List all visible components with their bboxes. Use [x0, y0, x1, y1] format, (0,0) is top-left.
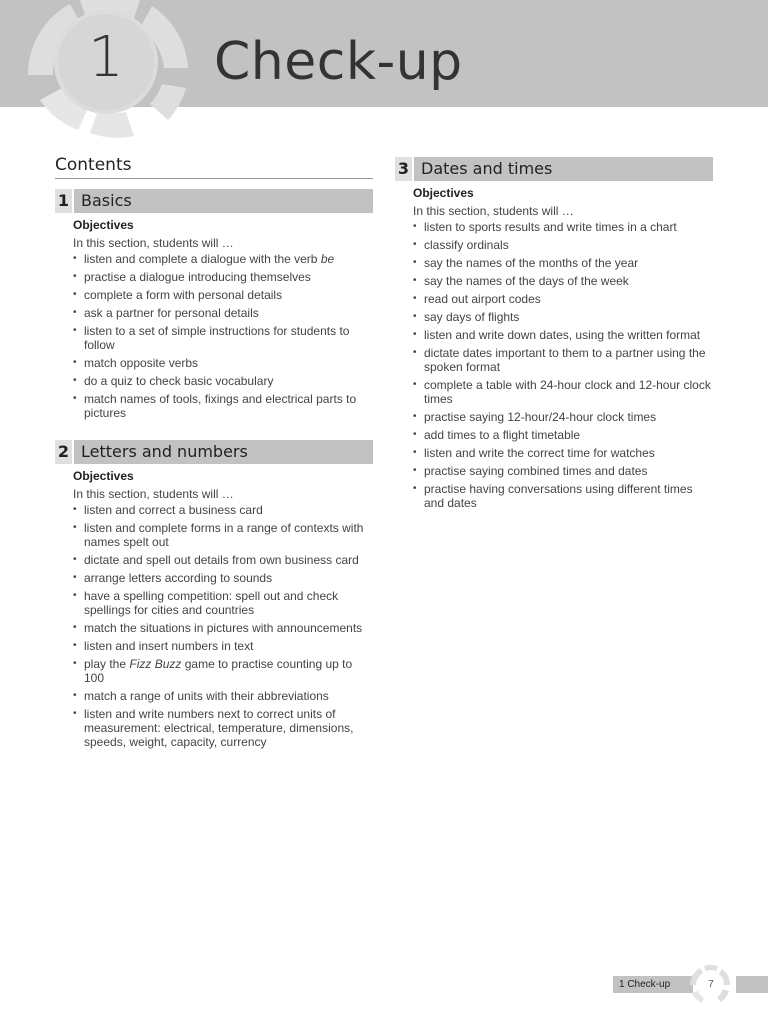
objectives-intro: In this section, students will …	[73, 236, 234, 250]
chapter-title: Check-up	[214, 32, 463, 92]
section-header	[55, 440, 373, 464]
list-item: • match the situations in pictures with announcements	[73, 621, 373, 635]
list-item: • read out airport codes	[413, 292, 713, 306]
list-item: • ask a partner for personal details	[73, 306, 373, 320]
objectives-list	[73, 503, 373, 749]
list-item: • have a spelling competition: spell out and check spellings for cities and countries	[73, 589, 373, 617]
section-header	[395, 157, 713, 181]
list-item: • practise a dialogue introducing themselves	[73, 270, 373, 284]
section-number: 3	[395, 157, 412, 181]
objectives-label: Objectives	[73, 469, 134, 483]
list-item: • practise saying combined times and dates	[413, 464, 713, 478]
list-item: • dictate dates important to them to a partner using the spoken format	[413, 346, 713, 374]
list-item: • listen and correct a business card	[73, 503, 373, 517]
list-item: • listen to sports results and write times in a chart	[413, 220, 713, 234]
contents-heading: Contents	[55, 155, 132, 175]
section-dates-and-times	[395, 157, 713, 514]
list-item: • listen and complete forms in a range of contexts with names spelt out	[73, 521, 373, 549]
list-item: • listen and insert numbers in text	[73, 639, 373, 653]
list-item: • match names of tools, fixings and electrical parts to pictures	[73, 392, 373, 420]
list-item: • match opposite verbs	[73, 356, 373, 370]
objectives-intro: In this section, students will …	[73, 487, 234, 501]
contents-divider	[55, 178, 373, 179]
section-number: 1	[55, 189, 72, 213]
objectives-intro: In this section, students will …	[413, 204, 574, 218]
objectives-label: Objectives	[73, 218, 134, 232]
list-item: • practise saying 12-hour/24-hour clock times	[413, 410, 713, 424]
page-number: 7	[708, 979, 714, 990]
list-item: • arrange letters according to sounds	[73, 571, 373, 585]
objectives-list	[413, 220, 713, 510]
section-title: Letters and numbers	[74, 440, 373, 464]
list-item: • practise having conversations using different times and dates	[413, 482, 713, 510]
footer-bar	[736, 976, 768, 993]
section-letters-and-numbers	[55, 440, 373, 753]
list-item: • listen to a set of simple instructions for students to follow	[73, 324, 373, 352]
list-item: • say the names of the days of the week	[413, 274, 713, 288]
section-number: 2	[55, 440, 72, 464]
list-item: • listen and write the correct time for watches	[413, 446, 713, 460]
chapter-number: 1	[88, 25, 124, 90]
list-item: • add times to a flight timetable	[413, 428, 713, 442]
list-item: • play the Fizz Buzz game to practise counting up to 100	[73, 657, 373, 685]
list-item: • match a range of units with their abbreviations	[73, 689, 373, 703]
list-item: • do a quiz to check basic vocabulary	[73, 374, 373, 388]
objectives-block	[73, 468, 373, 749]
objectives-block	[73, 217, 373, 420]
list-item: • complete a table with 24-hour clock and 12-hour clock times	[413, 378, 713, 406]
objectives-label: Objectives	[413, 186, 474, 200]
list-item: • listen and complete a dialogue with the verb be	[73, 252, 373, 266]
section-title: Basics	[74, 189, 373, 213]
list-item: • classify ordinals	[413, 238, 713, 252]
list-item: • say days of flights	[413, 310, 713, 324]
list-item: • dictate and spell out details from own business card	[73, 553, 373, 567]
list-item: • listen and write numbers next to correct units of measurement: electrical, temperature, dimensions, speeds, weight, capacity, currency	[73, 707, 373, 749]
list-item: • listen and write down dates, using the written format	[413, 328, 713, 342]
list-item: • complete a form with personal details	[73, 288, 373, 302]
section-basics	[55, 189, 373, 424]
footer-chapter-label: 1 Check-up	[613, 976, 693, 993]
objectives-list	[73, 252, 373, 420]
section-title: Dates and times	[414, 157, 713, 181]
section-header	[55, 189, 373, 213]
objectives-block	[413, 185, 713, 510]
list-item: • say the names of the months of the year	[413, 256, 713, 270]
